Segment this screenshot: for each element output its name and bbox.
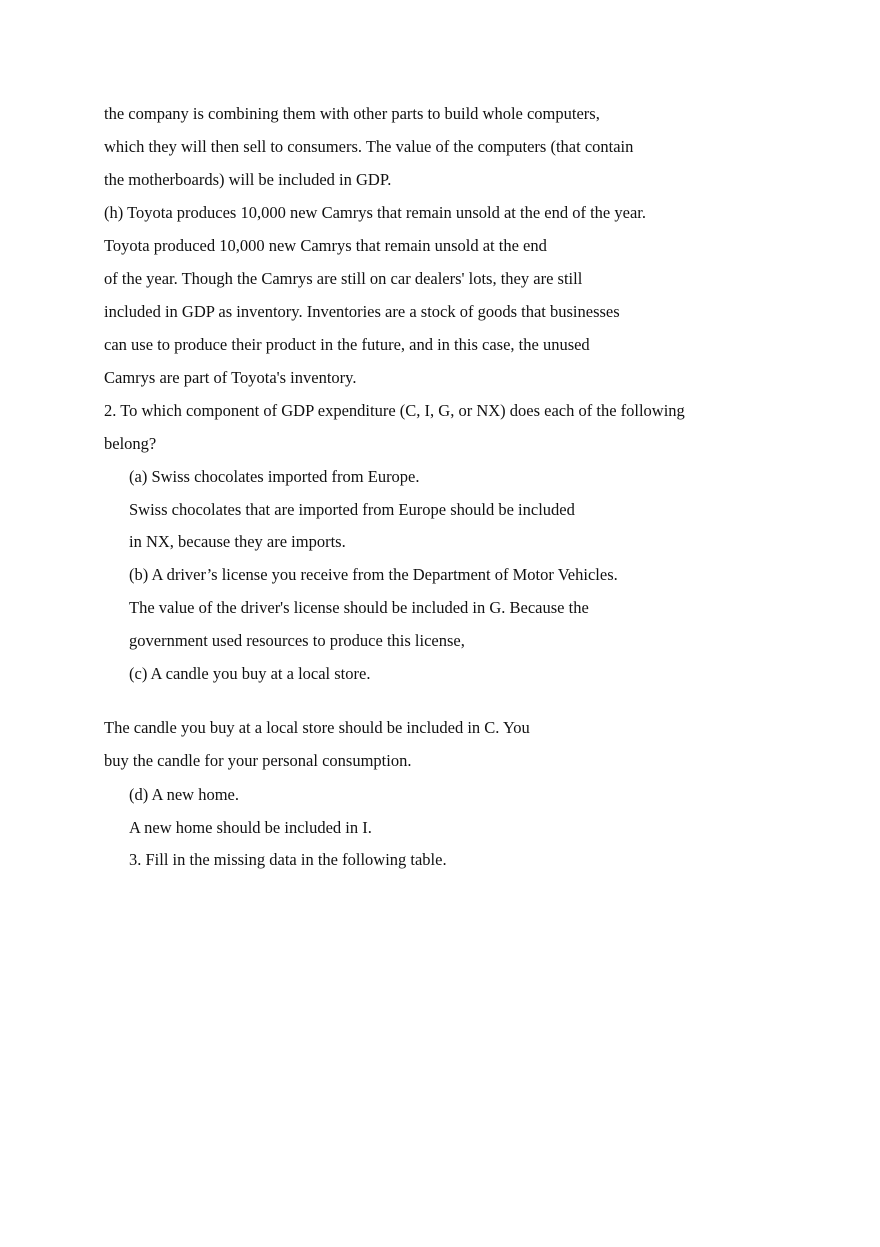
item-b-answer-line-2: government used resources to produce this license, [129,631,465,650]
item-a-answer-line-2: in NX, because they are imports. [129,532,346,551]
text-line-01: the company is combining them with other parts to build whole computers, [104,104,600,123]
question-h-heading: (h) Toyota produces 10,000 new Camrys that remain unsold at the end of the year. [104,203,646,222]
text-line-02: which they will then sell to consumers. The value of the computers (that contain [104,137,634,156]
item-b-heading: (b) A driver’s license you receive from the Department of Motor Vehicles. [129,565,618,584]
item-a-answer-line-1: Swiss chocolates that are imported from Europe should be included [129,500,575,519]
item-b-answer-line-1: The value of the driver's license should be included in G. Because the [129,598,589,617]
answer-h-line-3: included in GDP as inventory. Inventories are a stock of goods that businesses [104,302,620,321]
item-c-answer-line-1: The candle you buy at a local store should be included in C. You [104,718,530,737]
question-2-line-1: 2. To which component of GDP expenditure (C, I, G, or NX) does each of the following [104,401,685,420]
item-c-answer-line-2: buy the candle for your personal consumption. [104,751,412,770]
item-d-heading: (d) A new home. [129,785,239,804]
question-3-heading: 3. Fill in the missing data in the following table. [129,850,447,869]
answer-h-line-2: of the year. Though the Camrys are still on car dealers' lots, they are still [104,269,583,288]
item-c-heading: (c) A candle you buy at a local store. [129,664,371,683]
answer-h-line-5: Camrys are part of Toyota's inventory. [104,368,357,387]
answer-h-line-4: can use to produce their product in the future, and in this case, the unused [104,335,590,354]
text-line-03: the motherboards) will be included in GDP. [104,170,392,189]
answer-h-line-1: Toyota produced 10,000 new Camrys that remain unsold at the end [104,236,547,255]
question-2-line-2: belong? [104,434,157,453]
item-a-heading: (a) Swiss chocolates imported from Europe. [129,467,420,486]
item-d-answer: A new home should be included in I. [129,818,372,837]
